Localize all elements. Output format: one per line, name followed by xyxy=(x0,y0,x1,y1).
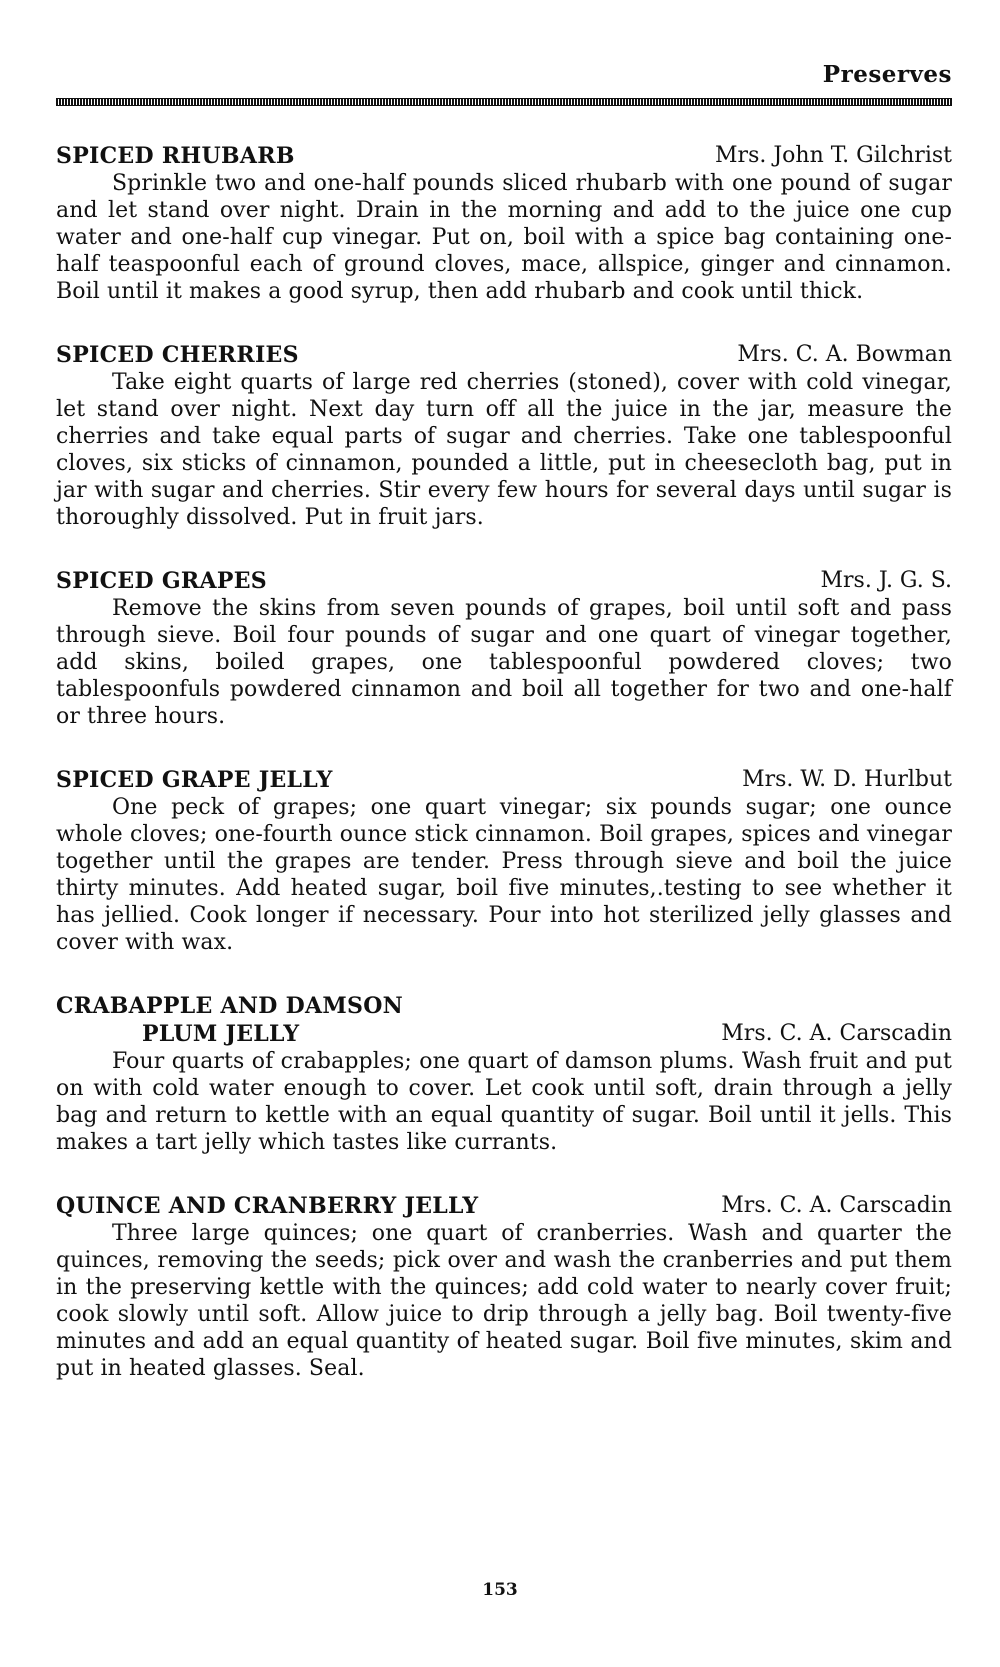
book-page xyxy=(56,60,952,1382)
recipe-title: QUINCE AND CRANBERRY JELLY xyxy=(56,1193,479,1219)
recipe-text: Take eight quarts of large red cherries (stoned), cover with cold vinegar, let stand over night. Next day turn off all the juice in the jar, measure the cherries and take equal parts of sugar and cherries. Take one tablespoonful cloves, six sticks of cinnamon, pounded a little, put in cheesecloth bag, put in jar with sugar and cherries. Stir every few hours for several days until sugar is thoroughly dissolved. Put in fruit jars. xyxy=(56,370,952,530)
recipe-title: SPICED GRAPE JELLY xyxy=(56,767,333,793)
recipe-heading xyxy=(56,567,952,595)
recipe-spiced-grape-jelly xyxy=(56,766,952,956)
recipe-title-line-1: CRABAPPLE AND DAMSON xyxy=(56,993,404,1019)
recipe-author: Mrs. C. A. Carscadin xyxy=(721,1021,952,1046)
recipe-author: Mrs. John T. Gilchrist xyxy=(715,143,952,168)
page-number: 153 xyxy=(482,1580,518,1600)
recipe-text: One peck of grapes; one quart vinegar; six pounds sugar; one ounce whole cloves; one-fourth ounce stick cinnamon. Boil grapes, spices and vinegar together until the grapes are tender. Press through sieve and boil the juice thirty minutes. Add heated sugar, boil five minutes,.testing to see whether it has jellied. Cook longer if necessary. Pour into hot sterilized jelly glasses and cover with wax. xyxy=(56,795,952,955)
running-head: Preserves xyxy=(822,61,952,88)
recipe-author: Mrs. C. A. Bowman xyxy=(737,342,952,367)
recipe-author: Mrs. W. D. Hurlbut xyxy=(742,767,952,792)
recipe-heading xyxy=(56,1192,952,1220)
recipe-heading xyxy=(56,341,952,369)
recipe-heading xyxy=(56,1020,952,1048)
recipe-text: Sprinkle two and one-half pounds sliced rhubarb with one pound of sugar and let stand over night. Drain in the morning and add to the juice one cup water and one-half cup vinegar. Put on, boil with a spice bag containing one-half teaspoonful each of ground cloves, mace, allspice, ginger and cinnamon. Boil until it makes a good syrup, then add rhubarb and cook until thick. xyxy=(56,171,952,304)
recipe-title: SPICED GRAPES xyxy=(56,568,267,594)
header-rule xyxy=(56,98,952,106)
recipe-spiced-grapes xyxy=(56,567,952,730)
recipe-title: SPICED RHUBARB xyxy=(56,143,295,169)
recipe-crabapple-damson-plum-jelly xyxy=(56,992,952,1156)
recipe-author: Mrs. J. G. S. xyxy=(820,568,952,593)
recipe-title: SPICED CHERRIES xyxy=(56,342,299,368)
recipe-text: Remove the skins from seven pounds of grapes, boil until soft and pass through sieve. Boil four pounds of sugar and one quart of vinegar together, add skins, boiled grapes, one tablespoonful powdered cloves; two tablespoonfuls powdered cinnamon and boil all together for two and one-half or three hours. xyxy=(56,596,952,729)
recipe-spiced-rhubarb xyxy=(56,142,952,305)
recipe-spiced-cherries xyxy=(56,341,952,531)
recipe-text: Three large quinces; one quart of cranberries. Wash and quarter the quinces, removing the seeds; pick over and wash the cranberries and put them in the preserving kettle with the quinces; add cold water to nearly cover fruit; cook slowly until soft. Allow juice to drip through a jelly bag. Boil twenty-five minutes and add an equal quantity of heated sugar. Boil five minutes, skim and put in heated glasses. Seal. xyxy=(56,1221,952,1381)
recipe-title-line-2: PLUM JELLY xyxy=(142,1021,300,1047)
recipe-heading xyxy=(56,766,952,794)
recipe-heading xyxy=(56,142,952,170)
recipe-text: Four quarts of crabapples; one quart of damson plums. Wash fruit and put on with cold water enough to cover. Let cook until soft, drain through a jelly bag and return to kettle with an equal quantity of sugar. Boil until it jells. This makes a tart jelly which tastes like currants. xyxy=(56,1049,952,1155)
recipe-quince-cranberry-jelly xyxy=(56,1192,952,1382)
recipe-author: Mrs. C. A. Carscadin xyxy=(721,1193,952,1218)
